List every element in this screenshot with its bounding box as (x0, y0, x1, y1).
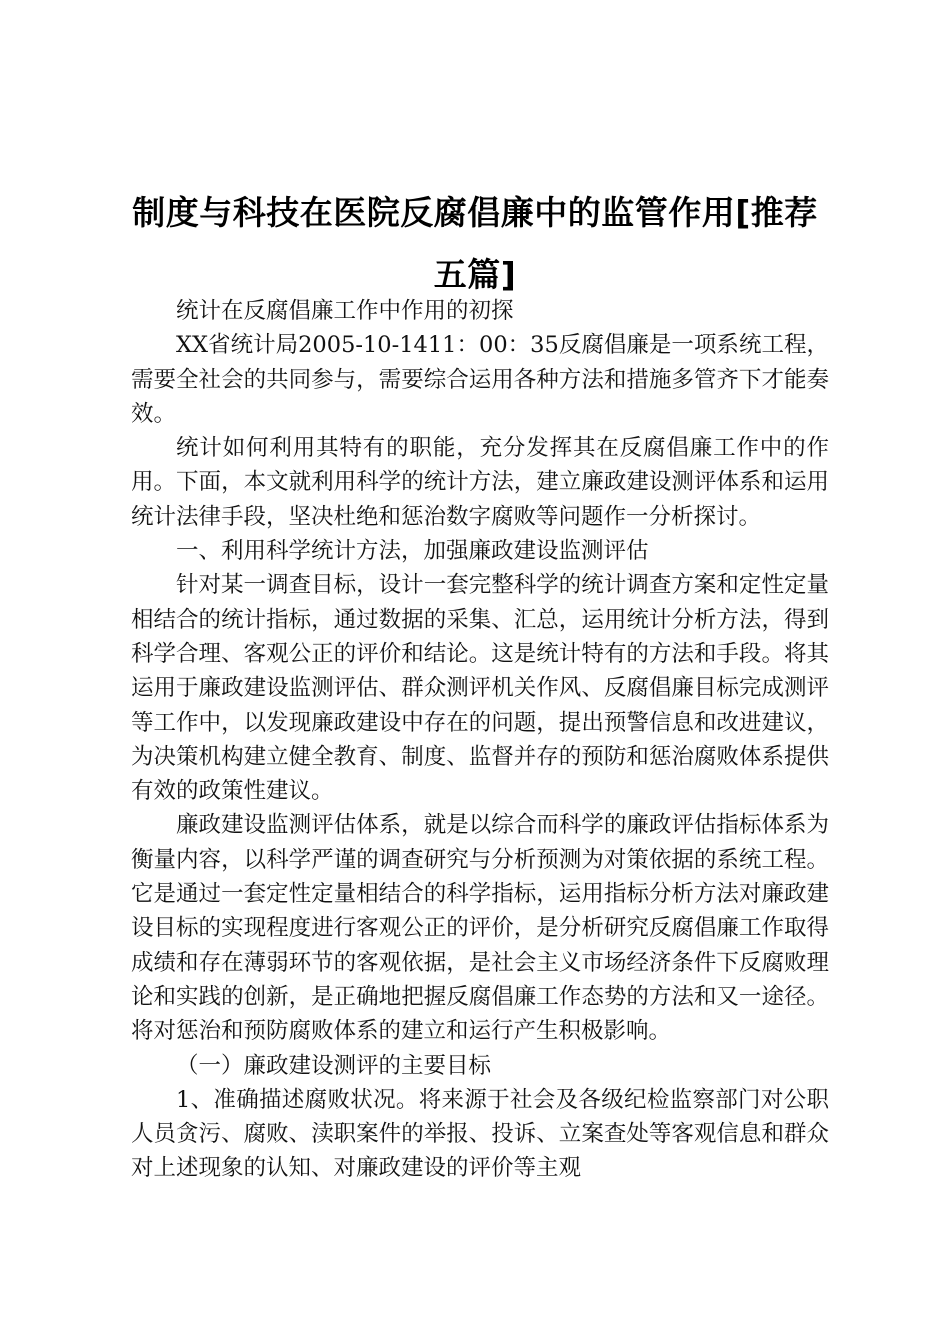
body-paragraph: 廉政建设监测评估体系，就是以综合而科学的廉政评估指标体系为衡量内容，以科学严谨的调查研究与分析预测为对策依据的系统工程。它是通过一套定性定量相结合的科学指标，运用指标分析方法对廉政建设目标的实现程度进行客观公正的评价，是分析研究反腐倡廉工作取得成绩和存在薄弱环节的客观依据，是社会主义市场经济条件下反腐败理论和实践的创新，是正确地把握反腐倡廉工作态势的方法和又一途径。将对惩治和预防腐败体系的建立和运行产生积极影响。 (131, 812, 829, 1045)
document-body (131, 294, 829, 1186)
body-paragraph: 1、准确描述腐败状况。将来源于社会及各级纪检监察部门对公职人员贪污、腐败、渎职案件的举报、投诉、立案查处等客观信息和群众对上述现象的认知、对廉政建设的评价等主观 (131, 1086, 829, 1182)
document-title: 制度与科技在医院反腐倡廉中的监管作用[推荐五篇] (132, 193, 818, 294)
intro-paragraph: XX省统计局2005-10-1411：00：35反腐倡廉是一项系统工程，需要全社会的共同参与，需要综合运用各种方法和措施多管齐下才能奏效。 (131, 332, 829, 427)
body-paragraph: 统计如何利用其特有的职能，充分发挥其在反腐倡廉工作中的作用。下面，本文就利用科学的统计方法，建立廉政建设测评体系和运用统计法律手段，坚决杜绝和惩治数字腐败等问题作一分析探讨。 (131, 435, 829, 530)
body-paragraph: 针对某一调查目标，设计一套完整科学的统计调查方案和定性定量相结合的统计指标，通过数据的采集、汇总，运用统计分析方法，得到科学合理、客观公正的评价和结论。这是统计特有的方法和手段。将其运用于廉政建设监测评估、群众测评机关作风、反腐倡廉目标完成测评等工作中，以发现廉政建设中存在的问题，提出预警信息和改进建议，为决策机构建立健全教育、制度、监督并存的预防和惩治腐败体系提供有效的政策性建议。 (131, 572, 829, 805)
subtitle-paragraph: 统计在反腐倡廉工作中作用的初探 (176, 298, 514, 324)
section-heading: 一、利用科学统计方法，加强廉政建设监测评估 (176, 538, 649, 565)
subsection-heading: （一）廉政建设测评的主要目标 (176, 1052, 492, 1079)
